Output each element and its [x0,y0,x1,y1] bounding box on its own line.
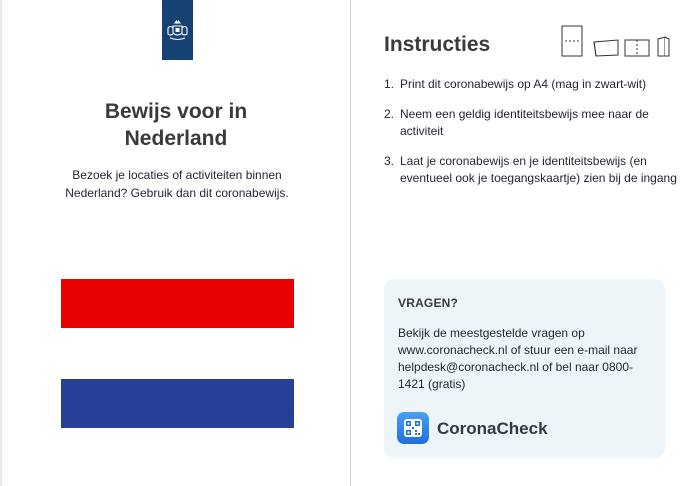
flag-red-stripe [61,279,294,328]
questions-box [384,279,665,458]
step-text: Neem een geldig identiteitsbewijs mee naar de activiteit [400,107,649,138]
coat-of-arms-icon [165,19,190,41]
instruction-step [384,153,680,187]
step-number: 1. [384,77,395,91]
instruction-step [384,106,680,140]
fold-divider [350,0,351,486]
fold-instructions-icons [561,24,673,60]
rijksoverheid-logo [162,0,193,60]
step-text: Laat je coronabewijs en je identiteitsbewijs (en eventueel ook je toegangskaartje) zien bij de ingang [400,154,677,185]
instruction-steps [384,76,680,200]
instructions-title: Instructies [384,33,491,56]
page-edge [0,0,2,486]
step-text: Print dit coronabewijs op A4 (mag in zwart-wit) [400,77,647,91]
questions-text: Bekijk de meestgestelde vragen op www.coronacheck.nl of stuur een e-mail naar helpdesk@coronacheck.nl of bel naar 0800-1421 (gratis) [398,326,638,391]
tall-fold-icon [658,37,669,56]
folded-page-icon [562,26,582,56]
book-fold-icon [625,40,649,56]
folded-sheet-icon [594,40,618,56]
coronacheck-app-icon [397,412,429,444]
qr-code-icon [403,418,423,438]
certificate-intro: Bezoek je locaties of activiteiten binnen Nederland? Gebruik dan dit coronabewijs. [65,168,289,200]
questions-heading: VRAGEN? [398,296,459,310]
certificate-title: Bewijs voor in Nederland [104,100,248,150]
flag-blue-stripe [61,379,294,428]
instruction-step [384,76,680,93]
coronacheck-app-name: CoronaCheck [437,419,548,438]
step-number: 2. [384,107,395,121]
step-number: 3. [384,154,395,168]
